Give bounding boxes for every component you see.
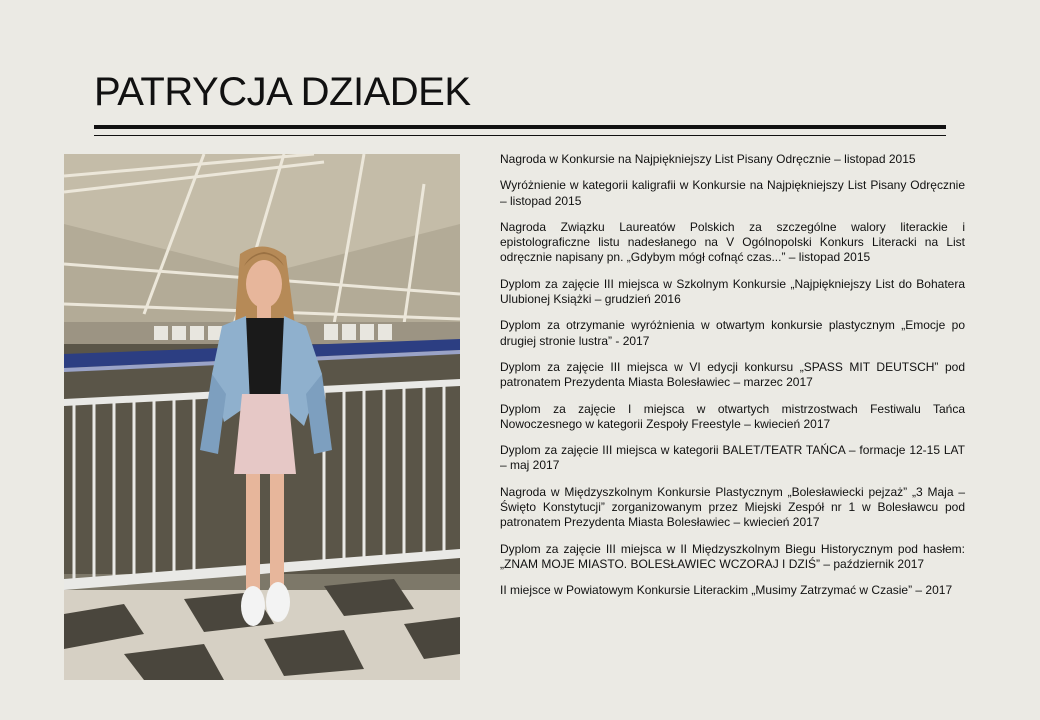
list-item: Dyplom za zajęcie III miejsca w II Międzyszkolnym Biegu Historycznym pod hasłem: „ZNAM MOJE MIASTO. BOLESŁAWIEC WCZORAJ I DZIŚ” – październik 2017 xyxy=(500,541,965,571)
title-rule-thin xyxy=(94,135,946,136)
list-item: II miejsce w Powiatowym Konkursie Literackim „Musimy Zatrzymać w Czasie” – 2017 xyxy=(500,583,953,598)
list-item: Dyplom za zajęcie III miejsca w Szkolnym Konkursie „Najpiękniejszy List do Bohatera Ulubionej Książki – grudzień 2016 xyxy=(500,276,965,307)
portrait-photo xyxy=(64,154,460,680)
awards-list xyxy=(500,152,965,610)
list-item: Nagroda w Konkursie na Najpiękniejszy List Pisany Odręcznie – listopad 2015 xyxy=(500,152,916,166)
list-item: Nagroda Związku Laureatów Polskich za szczególne walory literackie i epistolograficzne listu nadesłanego na V Ogólnopolski Konkurs Literacki na List odręcznie napisany pn. „Gdybym mógł cofnąć czas...” – listopad 2015 xyxy=(500,219,965,265)
list-item: Nagroda w Międzyszkolnym Konkursie Plastycznym „Bolesławiecki pejzaż” „3 Maja – Święto Konstytucji” zorganizowanym przez Miejski Zespół nr 1 w Bolesławcu pod patronatem Prezydenta Miasta Bolesławiec – kwiecień 2017 xyxy=(500,484,965,530)
list-item: Wyróżnienie w kategorii kaligrafii w Konkursie na Najpiękniejszy List Pisany Odręcznie – listopad 2015 xyxy=(500,178,965,208)
list-item: Dyplom za otrzymanie wyróżnienia w otwartym konkursie plastycznym „Emocje po drugiej stronie lustra” - 2017 xyxy=(500,318,965,348)
list-item: Dyplom za zajęcie I miejsca w otwartych mistrzostwach Festiwalu Tańca Nowoczesnego w kategorii Zespoły Freestyle – kwiecień 2017 xyxy=(500,401,965,431)
title-rule-thick xyxy=(94,125,946,129)
list-item: Dyplom za zajęcie III miejsca w kategorii BALET/TEATR TAŃCA – formacje 12-15 LAT – maj 2017 xyxy=(500,443,965,473)
page-title: PATRYCJA DZIADEK xyxy=(94,70,471,114)
list-item: Dyplom za zajęcie III miejsca w VI edycji konkursu „SPASS MIT DEUTSCH” pod patronatem Prezydenta Miasta Bolesławiec – marzec 2017 xyxy=(500,359,965,390)
